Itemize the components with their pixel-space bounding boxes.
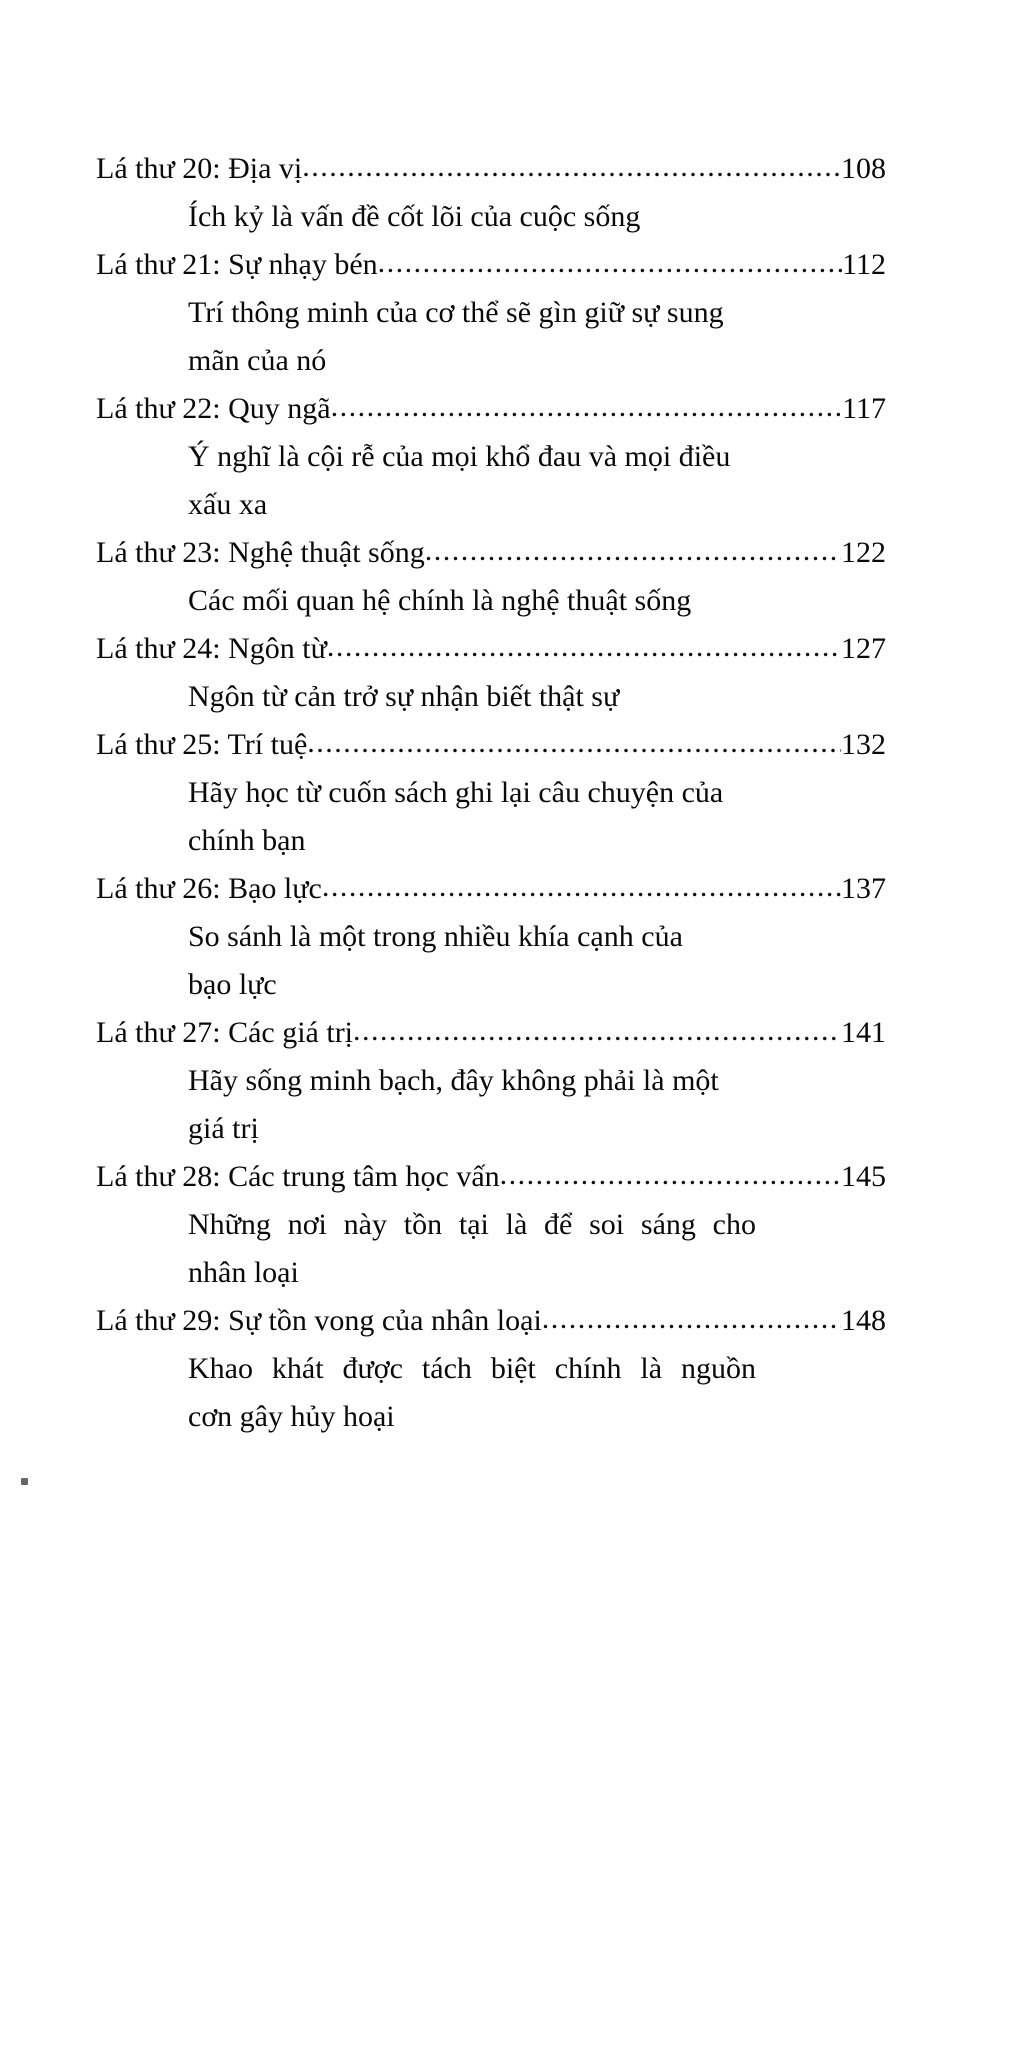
- toc-leader-dots: [302, 143, 841, 191]
- toc-entry[interactable]: [96, 145, 886, 193]
- toc-entry-subtitle-line: Hãy sống minh bạch, đây không phải là một: [188, 1064, 719, 1097]
- toc-entry-title: Lá thư 26: Bạo lực: [96, 872, 322, 905]
- toc-entry-subtitle-line: Các mối quan hệ chính là nghệ thuật sống: [188, 584, 692, 617]
- toc-leader-dots: [322, 863, 841, 911]
- toc-entry[interactable]: [96, 625, 886, 673]
- toc-entry-title: Lá thư 23: Nghệ thuật sống: [96, 536, 425, 569]
- page-speck-artifact: [21, 1478, 28, 1485]
- toc-entry-subtitle-line: nhân loại: [188, 1256, 299, 1289]
- toc-entry-title: Lá thư 21: Sự nhạy bén: [96, 248, 378, 281]
- toc-page-number: 117: [842, 392, 886, 425]
- toc-page-number: 132: [841, 728, 886, 761]
- toc-entry[interactable]: [96, 1153, 886, 1201]
- toc-leader-dots: [327, 623, 841, 671]
- toc-entry-title: Lá thư 29: Sự tồn vong của nhân loại: [96, 1304, 542, 1337]
- toc-leader-dots: [500, 1151, 841, 1199]
- toc-page-number: 122: [841, 536, 886, 569]
- toc-page-number: 127: [841, 632, 886, 665]
- toc-page-number: 145: [841, 1160, 886, 1193]
- toc-entry-subtitle-line: Khao khát được tách biệt chính là nguồn: [188, 1352, 756, 1385]
- toc-entry-subtitle-line: Những nơi này tồn tại là để soi sáng cho: [188, 1208, 756, 1241]
- toc-leader-dots: [331, 383, 843, 431]
- toc-entry-subtitle-line: mãn của nó: [188, 344, 327, 377]
- toc-list: [96, 145, 886, 1441]
- toc-entry-subtitle-line: Ý nghĩ là cội rễ của mọi khổ đau và mọi điều: [188, 440, 731, 473]
- toc-entry[interactable]: [96, 1297, 886, 1345]
- toc-page-number: 112: [842, 248, 886, 281]
- toc-entry[interactable]: [96, 529, 886, 577]
- toc-entry[interactable]: [96, 865, 886, 913]
- toc-leader-dots: [307, 719, 841, 767]
- toc-entry-subtitle-line: Ích kỷ là vấn đề cốt lõi của cuộc sống: [188, 200, 641, 233]
- toc-entry-title: Lá thư 27: Các giá trị: [96, 1016, 354, 1049]
- toc-entry[interactable]: [96, 721, 886, 769]
- toc-page-number: 141: [841, 1016, 886, 1049]
- toc-entry-subtitle-line: giá trị: [188, 1112, 259, 1145]
- toc-leader-dots: [542, 1295, 841, 1343]
- toc-entry-subtitle-line: Hãy học từ cuốn sách ghi lại câu chuyện của: [188, 776, 724, 809]
- toc-entry-subtitle-line: bạo lực: [188, 968, 277, 1001]
- toc-entry-title: Lá thư 20: Địa vị: [96, 152, 303, 185]
- toc-entry-subtitle-line: Trí thông minh của cơ thể sẽ gìn giữ sự sung: [188, 296, 724, 329]
- toc-leader-dots: [353, 1007, 841, 1055]
- toc-entry[interactable]: [96, 385, 886, 433]
- toc-entry-title: Lá thư 28: Các trung tâm học vấn: [96, 1160, 500, 1193]
- toc-entry-subtitle-line: xấu xa: [188, 488, 268, 521]
- toc-entry-title: Lá thư 22: Quy ngã: [96, 392, 331, 425]
- toc-leader-dots: [425, 527, 841, 575]
- toc-entry-subtitle-line: chính bạn: [188, 824, 306, 857]
- toc-page-number: 108: [841, 152, 886, 185]
- toc-leader-dots: [378, 239, 842, 287]
- toc-entry-title: Lá thư 25: Trí tuệ: [96, 728, 308, 761]
- toc-entry-subtitle-line: Ngôn từ cản trở sự nhận biết thật sự: [188, 680, 620, 713]
- toc-entry[interactable]: [96, 241, 886, 289]
- toc-entry-title: Lá thư 24: Ngôn từ: [96, 632, 327, 665]
- toc-entry-subtitle-line: cơn gây hủy hoại: [188, 1400, 395, 1433]
- toc-entry-subtitle-line: So sánh là một trong nhiều khía cạnh của: [188, 920, 683, 953]
- toc-page-number: 148: [841, 1304, 886, 1337]
- toc-page-number: 137: [841, 872, 886, 905]
- toc-entry[interactable]: [96, 1009, 886, 1057]
